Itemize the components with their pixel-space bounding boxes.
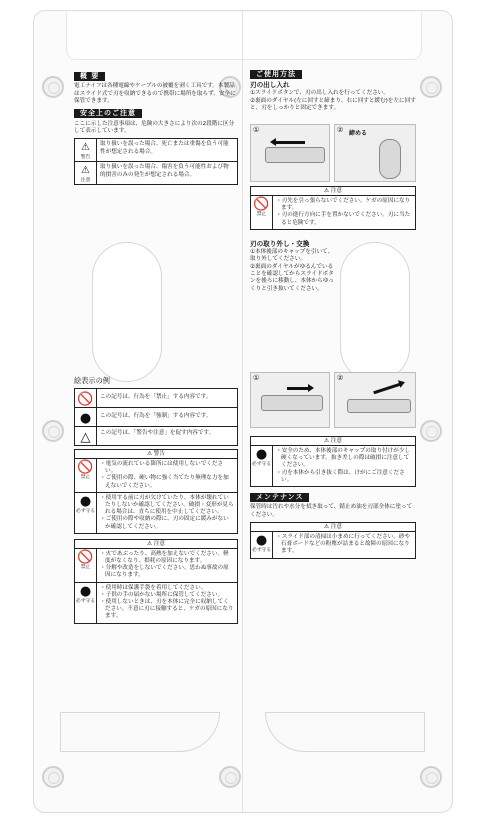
warning-head: ⚠ 警告	[75, 450, 237, 459]
illustration-dial	[334, 124, 416, 182]
safety-title: 安全上のご注意	[74, 109, 142, 118]
caution-head: ⚠ 注意	[75, 540, 237, 549]
row-label: 必ず守る	[75, 508, 96, 514]
mandatory-icon: ●	[79, 493, 92, 509]
bullet-text: ・スライド部の清掃は小まめに行ってください。砂や石膏ボードなどの粉塵が詰まると故障の原因になります。	[276, 534, 411, 555]
caution-icon: △	[80, 430, 91, 445]
caution-row	[251, 196, 415, 229]
usage-caution-table	[250, 186, 416, 230]
caution-triangle-icon: ⚠	[81, 165, 90, 177]
step-number: ②	[337, 126, 344, 134]
step-number: ②	[337, 374, 344, 382]
level-label: 注意	[80, 178, 91, 184]
mandatory-icon: ●	[255, 533, 268, 549]
usage-step: ①スライドボタンで、刃の出し入れを行ってください。	[250, 90, 389, 97]
bullet-text: ・ご使用の際、硬い物に強く当てたり無理な力を加えないでください。	[100, 475, 229, 489]
right-panel-caution	[250, 186, 416, 293]
illustration-cap	[250, 372, 330, 428]
bullet-text: ・ご使用の際や収納の際に、刃の固定に緩みがないか確認してください。	[100, 516, 229, 530]
prohibition-icon: 🚫	[253, 197, 270, 212]
left-panel	[74, 72, 238, 185]
warning-row	[75, 493, 237, 533]
caution-table	[74, 539, 238, 624]
window-cutout	[92, 242, 162, 382]
illustration-blade	[334, 372, 416, 428]
safety-levels-table	[74, 138, 238, 185]
step-number: ①	[253, 126, 260, 134]
arrow-right-icon	[373, 383, 401, 395]
mandatory-icon: ●	[79, 583, 92, 599]
illustration-slide	[250, 124, 330, 182]
usage-step: ②裏面のダイヤル(左に回すと締まり、右に回すと緩む)を左に回すと、刃をしっかりと固定できます。	[250, 97, 416, 112]
level-label: 警告	[80, 155, 91, 161]
fold-line	[242, 10, 243, 813]
corner-hole-icon	[42, 420, 64, 442]
knife-body	[261, 395, 323, 411]
bullet-text: ・電気の流れている箇所には使用しないでください。	[100, 461, 224, 475]
fold-flap	[60, 712, 220, 752]
warning-row	[75, 459, 237, 493]
safety-intro: ここに示した注意事項は、危険の大きさにより次の2段階に区分して表示しています。	[74, 120, 235, 135]
arrow-left-icon	[275, 141, 305, 144]
bullet-text: ・使用しないときは、刃を本体に完全に収納してください。不意に刃に接触すると、ケガの原因になります。	[100, 599, 234, 620]
replace-caution-table	[250, 436, 416, 487]
legend-row	[75, 427, 237, 445]
corner-hole-icon	[420, 766, 442, 788]
bullet-text: ・子供の手の届かない場所に保管してください。	[100, 591, 224, 598]
knife-body	[347, 399, 411, 413]
caution-row	[75, 583, 237, 623]
legend-text: この記号は、行為を「強制」する内容です。	[100, 413, 212, 419]
bullet-text: ・火であぶったり、高熱を加えないでください。軽度がなくなり、損耗の原因になります。	[100, 550, 229, 565]
legend-text: この記号は、行為を「禁止」する内容です。	[100, 394, 212, 400]
bullet-text: ・分解や改造をしないでください。思わぬ事故の原因になります。	[100, 565, 229, 579]
row-label: 禁止	[80, 475, 91, 480]
left-panel-lower	[74, 376, 238, 624]
prohibition-icon: 🚫	[77, 549, 94, 565]
row-label: 必ず守る	[75, 598, 96, 604]
maintenance-title: メンテナンス	[250, 493, 309, 502]
fold-flap	[265, 712, 425, 752]
level-text: 取り扱いを誤った場合、傷害を負う可能性および物的損害のみの発生が想定される場合。	[100, 164, 229, 178]
level-row	[75, 162, 237, 184]
usage-step: ①本体後部のキャップを引いて、取り外してください。	[250, 248, 334, 263]
dial-icon	[379, 139, 401, 179]
caution-row	[251, 532, 415, 558]
row-label: 必ず守る	[251, 548, 272, 554]
step-number: ①	[253, 374, 260, 382]
legend-row	[75, 408, 237, 427]
maintenance-text: 保管時は汚れや水分を拭き取って、錆止め油を刃部全体に塗ってください。	[250, 504, 413, 518]
bullet-text: ・使用する前に刃が欠けていたり、本体が壊れていたりしないか確認してください。破損・変形が見られる場合は、直ちに使用を中止してください。	[100, 494, 234, 516]
right-panel	[250, 70, 416, 112]
row-label: 禁止	[256, 212, 267, 217]
caution-head: ⚠ 注意	[251, 437, 415, 446]
caution-head: ⚠ 注意	[251, 187, 415, 196]
caution-head: ⚠ 注意	[251, 523, 415, 532]
mandatory-icon: ●	[255, 447, 268, 462]
right-panel-lower	[250, 436, 416, 559]
corner-hole-icon	[420, 76, 442, 98]
hang-tab	[66, 12, 422, 60]
warning-table	[74, 449, 238, 534]
prohibition-icon: 🚫	[77, 460, 94, 475]
arrow-right-icon	[287, 387, 309, 390]
maintenance-caution-table	[250, 522, 416, 559]
corner-hole-icon	[42, 766, 64, 788]
level-text: 取り扱いを誤った場合、死亡または重傷を負う可能性が想定される場合。	[100, 141, 229, 155]
bullet-text: ・使用時は保護手袋を着用してください。	[100, 584, 207, 591]
overview-title: 概 要	[74, 72, 105, 81]
usage-subhead-1: 刃の出し入れ	[250, 81, 290, 90]
legend-title: 絵表示の例	[74, 376, 110, 385]
bullet-text: ・安全のため、本体後部のキャップの取り付けが少し硬くなっています。抜き差しの際は破損に注意してください。	[276, 448, 411, 469]
prohibition-icon: 🚫	[77, 392, 94, 407]
level-row	[75, 139, 237, 162]
corner-hole-icon	[420, 420, 442, 442]
knife-body	[265, 147, 325, 163]
tighten-label: 締める	[349, 130, 368, 137]
legend-table	[74, 388, 238, 446]
warning-triangle-icon: ⚠	[81, 142, 90, 154]
overview-text: 電工ナイフは各種電線やケーブルの被覆を剥く工具です。本製品はスライド式で刃を収納できるので携帯に場所を取らず、安全に保管できます。	[74, 83, 236, 105]
mandatory-icon: ●	[79, 411, 92, 426]
caution-row	[75, 549, 237, 583]
corner-hole-icon	[42, 76, 64, 98]
bullet-text: ・刃先を引っ張らないでください。ケガの原因になります。	[276, 198, 411, 212]
caution-row	[251, 446, 415, 486]
usage-subhead-2: 刃の取り外し・交換	[250, 239, 310, 248]
row-label: 必ず守る	[251, 462, 272, 467]
bullet-text: ・刃を本体から引き抜く際は、けがにご注意ください。	[276, 469, 405, 483]
legend-row	[75, 389, 237, 408]
usage-step: ②裏面のダイヤルがゆるんでいることを確認してからスライドボタンを後ろに移動し、本体からゆっくりと引き抜いてください。	[250, 263, 334, 292]
legend-text: この記号は、「警告や注意」を促す内容です。	[100, 430, 215, 436]
corner-hole-icon	[219, 766, 241, 788]
bullet-text: ・刃の進行方向に手を置かないでください。刃に当たると危険です。	[276, 212, 411, 226]
usage-title: ご使用方法	[250, 70, 302, 79]
row-label: 禁止	[80, 564, 91, 570]
